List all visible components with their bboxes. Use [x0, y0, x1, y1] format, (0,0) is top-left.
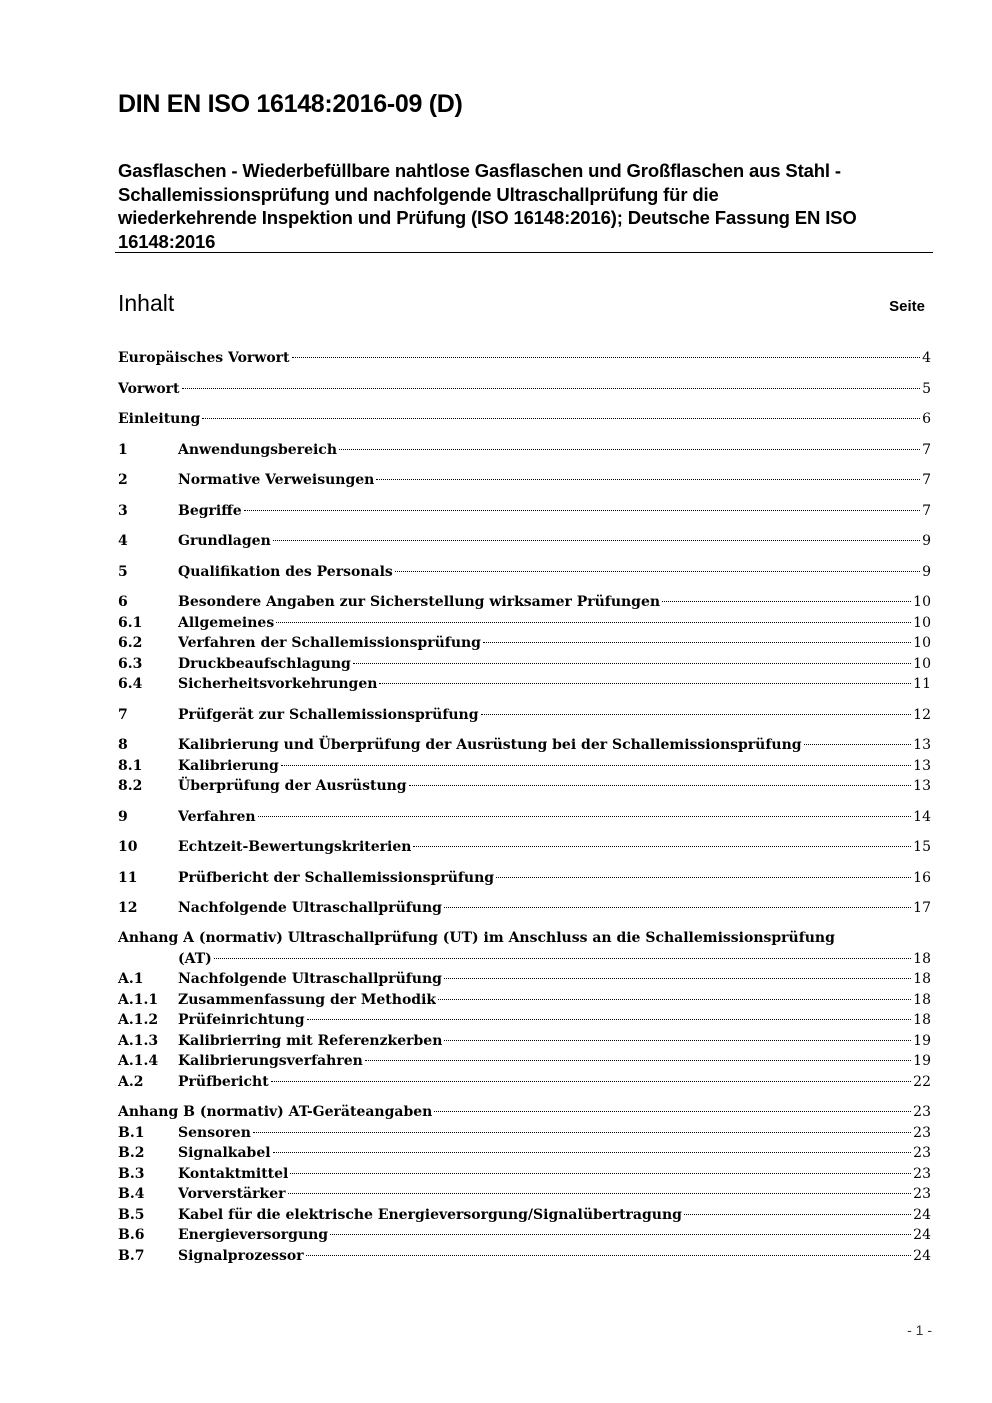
toc-entry-page: 10: [913, 635, 931, 651]
toc-entry-page: 18: [913, 1012, 931, 1028]
toc-entry-page: 7: [922, 441, 931, 458]
toc-entry-number: 6.3: [118, 655, 143, 672]
toc-entry[interactable]: [118, 1123, 931, 1144]
title-divider: [115, 252, 933, 253]
toc-leader-dots: [379, 682, 911, 684]
toc-entry-number: 6: [118, 594, 128, 610]
toc-entry[interactable]: [118, 440, 931, 461]
toc-entry-page: 16: [913, 869, 931, 886]
toc-entry-title: Europäisches Vorwort: [118, 350, 290, 366]
toc-leader-dots: [483, 641, 911, 643]
toc-entry-number: 7: [118, 706, 128, 723]
toc-group: [118, 705, 931, 726]
toc-leader-dots: [413, 845, 911, 847]
toc-entry-title: Prüfgerät zur Schallemissionsprüfung: [178, 706, 479, 723]
toc-entry[interactable]: [118, 990, 931, 1011]
toc-entry-page: 9: [922, 563, 931, 580]
toc-entry[interactable]: [118, 735, 931, 756]
table-of-contents: [118, 348, 931, 1266]
toc-leader-dots: [804, 743, 912, 745]
toc-entry-page: 6: [922, 411, 931, 427]
toc-entry[interactable]: [118, 1072, 931, 1093]
toc-heading: Inhalt: [118, 290, 175, 316]
toc-entry[interactable]: [118, 756, 931, 777]
toc-entry-title: Kalibrierung und Überprüfung der Ausrüstung bei der Schallemissionsprüfung: [178, 737, 802, 753]
toc-entry-number: B.1: [118, 1124, 145, 1141]
toc-entry-page: 24: [913, 1247, 931, 1264]
toc-entry-title: Nachfolgende Ultraschallprüfung: [178, 971, 442, 987]
annex-a-title-continued[interactable]: [118, 949, 931, 970]
toc-entry-number: A.1.1: [118, 991, 159, 1008]
toc-leader-dots: [182, 387, 921, 389]
toc-entry[interactable]: [118, 1164, 931, 1185]
subtitle-line: Gasflaschen - Wiederbefüllbare nahtlose Gasflaschen und Großflaschen aus Stahl -: [118, 160, 841, 181]
toc-entry[interactable]: [118, 1246, 931, 1267]
toc-leader-dots: [253, 1131, 911, 1133]
toc-entry-title: Einleitung: [118, 411, 201, 427]
toc-entry[interactable]: [118, 654, 931, 675]
subtitle-line: wiederkehrende Inspektion und Prüfung (ISO 16148:2016); Deutsche Fassung EN ISO: [118, 207, 857, 228]
toc-group: [118, 837, 931, 858]
toc-entry-page: 7: [922, 472, 931, 488]
toc-entry-page: 19: [913, 1053, 931, 1069]
toc-leader-dots: [376, 478, 920, 480]
annex-b-entries: [118, 1123, 931, 1267]
toc-entry-page: 15: [913, 839, 931, 855]
toc-entry-number: A.1: [118, 971, 144, 987]
toc-leader-dots: [662, 600, 911, 602]
toc-entry-title: Kalibrierungsverfahren: [178, 1053, 363, 1069]
toc-entry[interactable]: [118, 470, 931, 491]
toc-entry-page: 24: [913, 1206, 931, 1223]
toc-leader-dots: [202, 417, 920, 419]
toc-entry-number: B.7: [118, 1247, 145, 1264]
toc-group: [118, 470, 931, 491]
toc-entry-number: A.1.3: [118, 1032, 159, 1049]
toc-entry-title: Verfahren der Schallemissionsprüfung: [178, 635, 481, 651]
toc-entry-number: B.6: [118, 1227, 145, 1243]
document-subtitle: [118, 159, 936, 253]
toc-leader-dots: [281, 764, 911, 766]
toc-group: [118, 562, 931, 583]
toc-entry-title: Grundlagen: [178, 533, 271, 549]
toc-entry-title: Kalibrierung: [178, 757, 279, 774]
toc-leader-dots: [258, 815, 912, 817]
document-title: DIN EN ISO 16148:2016-09 (D): [118, 90, 463, 118]
toc-leader-dots: [395, 570, 920, 572]
toc-entry-title: Signalprozessor: [178, 1247, 304, 1264]
toc-leader-dots: [214, 957, 911, 959]
toc-entry-number: A.2: [118, 1073, 144, 1090]
toc-entry[interactable]: [118, 807, 931, 828]
toc-entry-page: 13: [913, 778, 931, 794]
annex-b-title[interactable]: [118, 1102, 931, 1123]
toc-entry-title: Normative Verweisungen: [178, 472, 375, 488]
toc-leader-dots: [330, 1233, 911, 1235]
toc-leader-dots: [438, 998, 911, 1000]
toc-entry-number: 11: [118, 869, 138, 886]
toc-group: [118, 531, 931, 552]
toc-entry[interactable]: [118, 562, 931, 583]
toc-entry-title: Kontaktmittel: [178, 1165, 289, 1182]
toc-entry-page: 10: [913, 594, 931, 610]
toc-entry-page: 4: [922, 350, 931, 366]
toc-entry[interactable]: [118, 1225, 931, 1246]
toc-entry-title: Energieversorgung: [178, 1227, 329, 1243]
toc-entry-page: 18: [913, 950, 931, 967]
toc-annex-b: [118, 1102, 931, 1266]
toc-entry-number: 6.2: [118, 635, 143, 651]
toc-entry-page: 13: [913, 737, 931, 753]
toc-entry-title: Verfahren: [178, 808, 256, 825]
toc-leader-dots: [273, 1151, 912, 1153]
toc-leader-dots: [496, 876, 911, 878]
toc-leader-dots: [409, 784, 912, 786]
toc-entry-number: A.1.4: [118, 1053, 159, 1069]
toc-entry[interactable]: [118, 348, 931, 369]
toc-group: [118, 868, 931, 889]
toc-entry-number: 6.4: [118, 676, 143, 692]
toc-entry-page: 22: [913, 1073, 931, 1090]
toc-entry-title: Echtzeit-Bewertungskriterien: [178, 839, 412, 855]
toc-leader-dots: [307, 1018, 912, 1020]
toc-entry-number: B.3: [118, 1165, 145, 1182]
toc-entry[interactable]: [118, 868, 931, 889]
toc-annex-a: [118, 928, 931, 1092]
toc-entry-page: 23: [913, 1145, 931, 1161]
toc-entry-title: Sicherheitsvorkehrungen: [178, 676, 378, 692]
toc-leader-dots: [444, 977, 911, 979]
toc-entry-title: Prüfbericht der Schallemissionsprüfung: [178, 869, 495, 886]
toc-entry-page: 9: [922, 533, 931, 549]
toc-entry-number: 5: [118, 563, 128, 580]
toc-leader-dots: [684, 1213, 911, 1215]
subtitle-line: 16148:2016: [118, 230, 216, 252]
toc-entry[interactable]: [118, 1184, 931, 1205]
toc-leader-dots: [244, 509, 920, 511]
toc-leader-dots: [481, 713, 912, 715]
toc-entry-title: Vorverstärker: [178, 1186, 286, 1202]
toc-page-column-label: Seite: [889, 298, 925, 315]
toc-group: [118, 592, 931, 695]
toc-group: [118, 379, 931, 400]
toc-entry-number: 6.1: [118, 614, 143, 631]
toc-entry-number: A.1.2: [118, 1012, 159, 1028]
toc-entry-number: 2: [118, 472, 128, 488]
toc-entry[interactable]: [118, 776, 931, 797]
toc-entry-number: 1: [118, 441, 128, 458]
toc-entry-title: Signalkabel: [178, 1145, 271, 1161]
toc-entry-title: Kabel für die elektrische Energieversorgung/Signalübertragung: [178, 1206, 682, 1223]
toc-entry[interactable]: [118, 837, 931, 858]
toc-entry[interactable]: [118, 1031, 931, 1052]
toc-entry[interactable]: [118, 379, 931, 400]
toc-entry[interactable]: [118, 1205, 931, 1226]
toc-entry-page: 19: [913, 1032, 931, 1049]
subtitle-line: Schallemissionsprüfung und nachfolgende Ultraschallprüfung für die: [118, 183, 719, 205]
toc-group: [118, 807, 931, 828]
toc-entry-title: Sensoren: [178, 1124, 251, 1141]
toc-entry-page: 13: [913, 757, 931, 774]
toc-leader-dots: [306, 1254, 912, 1256]
toc-entry-number: 12: [118, 900, 138, 916]
toc-entry-page: 12: [913, 706, 931, 723]
toc-entry-title: Prüfeinrichtung: [178, 1012, 305, 1028]
toc-entry-title: Qualifikation des Personals: [178, 563, 393, 580]
toc-leader-dots: [276, 621, 911, 623]
toc-main-entries: [118, 348, 931, 919]
toc-entry-page: 23: [913, 1104, 931, 1120]
annex-a-entries: [118, 969, 931, 1092]
toc-entry[interactable]: [118, 1143, 931, 1164]
toc-entry-title: Allgemeines: [178, 614, 275, 631]
toc-entry-title: Druckbeaufschlagung: [178, 655, 351, 672]
toc-entry-number: B.4: [118, 1186, 145, 1202]
toc-entry-page: 24: [913, 1227, 931, 1243]
toc-entry[interactable]: [118, 501, 931, 522]
toc-leader-dots: [444, 906, 911, 908]
toc-entry-title: (AT): [178, 950, 212, 967]
toc-group: [118, 501, 931, 522]
toc-leader-dots: [292, 356, 921, 358]
toc-leader-dots: [271, 1080, 912, 1082]
annex-a-title[interactable]: Anhang A (normativ) Ultraschallprüfung (UT) im Anschluss an die Schallemissionsprüfung: [118, 930, 835, 946]
toc-entry-title: Vorwort: [118, 380, 180, 397]
toc-group: [118, 409, 931, 430]
toc-entry-page: 5: [922, 380, 931, 397]
toc-entry-number: 8.1: [118, 757, 143, 774]
toc-group: [118, 348, 931, 369]
toc-entry-title: Zusammenfassung der Methodik: [178, 991, 437, 1008]
toc-entry-title: Anwendungsbereich: [178, 441, 337, 458]
toc-entry[interactable]: [118, 613, 931, 634]
toc-entry-title: Überprüfung der Ausrüstung: [178, 778, 407, 794]
toc-entry-page: 17: [913, 900, 931, 916]
toc-entry-number: B.5: [118, 1206, 145, 1223]
toc-entry-page: 18: [913, 991, 931, 1008]
toc-leader-dots: [365, 1059, 911, 1061]
toc-leader-dots: [273, 539, 920, 541]
toc-entry-page: 23: [913, 1186, 931, 1202]
toc-entry-title: Prüfbericht: [178, 1073, 269, 1090]
toc-entry-title: Anhang B (normativ) AT-Geräteangaben: [118, 1104, 433, 1120]
toc-entry-page: 23: [913, 1165, 931, 1182]
toc-entry[interactable]: [118, 705, 931, 726]
toc-entry[interactable]: [118, 674, 931, 695]
toc-entry-title: Nachfolgende Ultraschallprüfung: [178, 900, 442, 916]
toc-entry-page: 10: [913, 614, 931, 631]
toc-leader-dots: [434, 1110, 911, 1112]
toc-group: [118, 440, 931, 461]
toc-entry-number: 4: [118, 533, 128, 549]
toc-entry-number: 9: [118, 808, 128, 825]
toc-entry[interactable]: [118, 898, 931, 919]
toc-entry-title: Besondere Angaben zur Sicherstellung wirksamer Prüfungen: [178, 594, 661, 610]
toc-entry[interactable]: [118, 1051, 931, 1072]
page-number: - 1 -: [907, 1322, 932, 1338]
toc-entry[interactable]: [118, 531, 931, 552]
toc-entry-number: B.2: [118, 1145, 145, 1161]
toc-entry[interactable]: [118, 592, 931, 613]
toc-entry-page: 18: [913, 971, 931, 987]
toc-leader-dots: [288, 1192, 912, 1194]
toc-leader-dots: [444, 1039, 911, 1041]
toc-leader-dots: [353, 662, 911, 664]
toc-leader-dots: [290, 1172, 911, 1174]
toc-entry-number: 3: [118, 502, 128, 519]
toc-entry-page: 10: [913, 655, 931, 672]
toc-group: [118, 735, 931, 797]
toc-entry[interactable]: [118, 633, 931, 654]
toc-entry-number: 8: [118, 737, 128, 753]
toc-group: [118, 898, 931, 919]
toc-entry-number: 10: [118, 839, 138, 855]
toc-entry-page: 7: [922, 502, 931, 519]
toc-entry-page: 23: [913, 1124, 931, 1141]
toc-entry-title: Kalibrierring mit Referenzkerben: [178, 1032, 443, 1049]
toc-entry-page: 14: [913, 808, 931, 825]
toc-entry-number: 8.2: [118, 778, 143, 794]
toc-entry[interactable]: [118, 969, 931, 990]
toc-entry-page: 11: [913, 676, 931, 692]
toc-leader-dots: [339, 448, 920, 450]
toc-entry[interactable]: [118, 1010, 931, 1031]
toc-entry[interactable]: [118, 409, 931, 430]
toc-entry-title: Begriffe: [178, 502, 242, 519]
